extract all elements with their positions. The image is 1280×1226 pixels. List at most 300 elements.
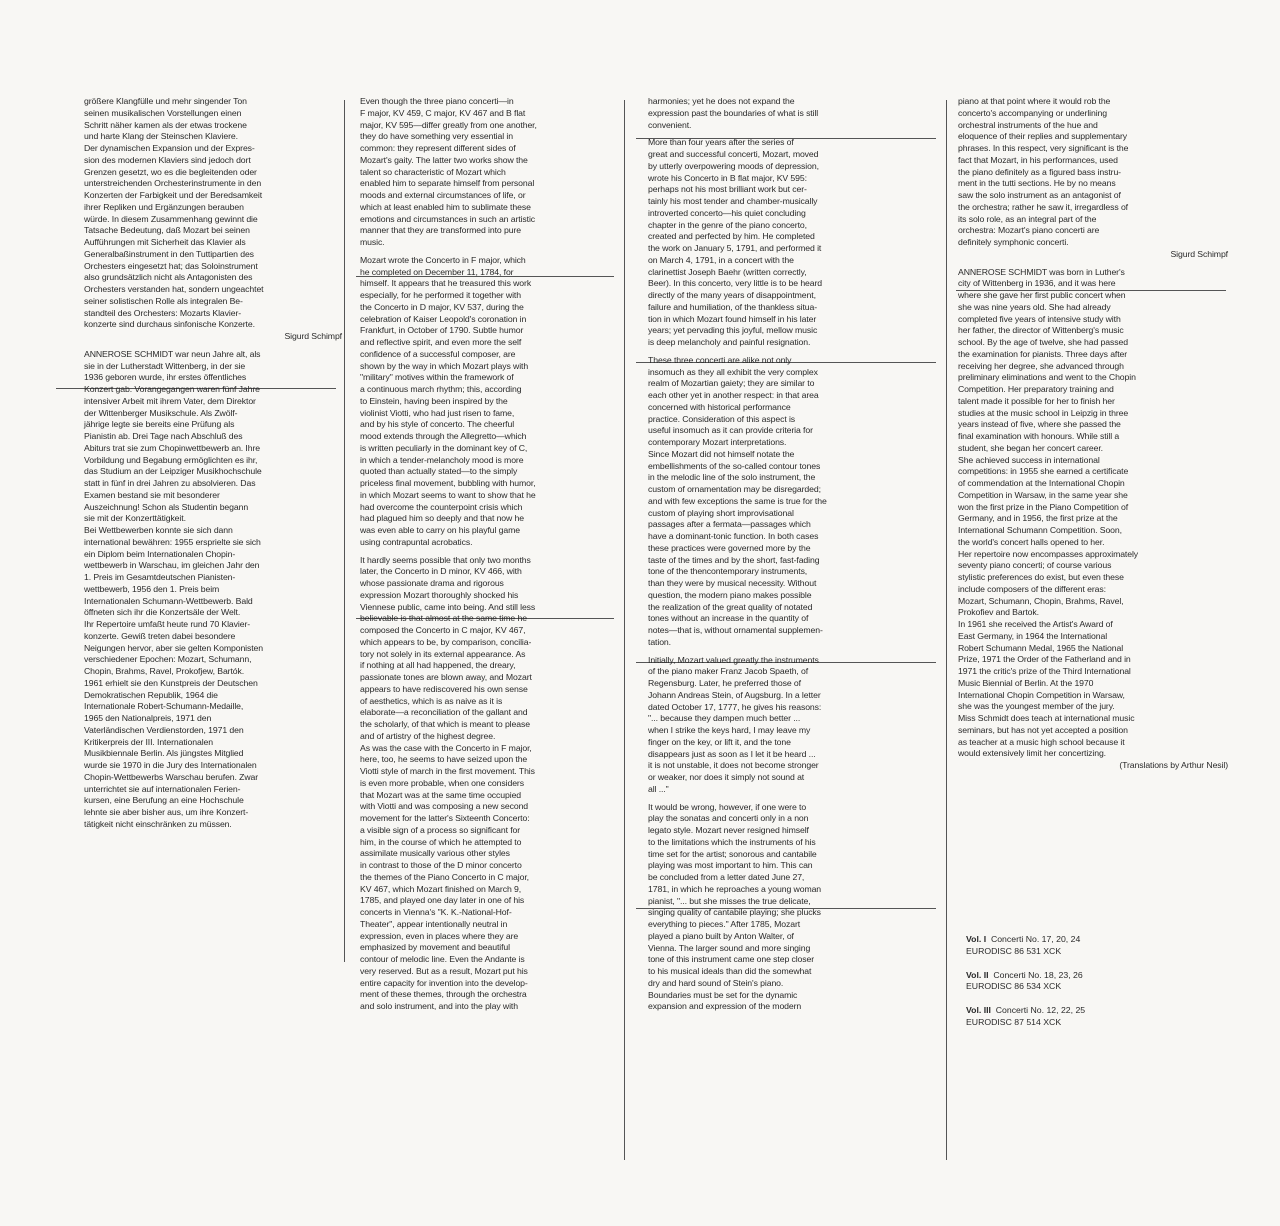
text-line: piano at that point where it would rob the <box>958 96 1111 106</box>
volume-concerti: Concerti No. 18, 23, 26 <box>993 969 1083 980</box>
column-2 <box>360 96 622 1019</box>
text-line: In 1961 she received the Artist's Award of <box>958 619 1113 629</box>
text-line: Frankfurt, in October of 1790. Subtle humor <box>360 325 524 336</box>
text-line: enabled him to separate himself from personal <box>360 178 535 189</box>
text-line: lehnte sie aber bisher aus, um ihre Konzert- <box>84 807 249 817</box>
text-line: would extensively limit her concertizing. <box>958 748 1106 759</box>
text-line: finger on the key, or lift it, and the tone <box>648 736 791 747</box>
text-line: as teacher at a music high school because it <box>958 736 1125 747</box>
text-line: Competition. Her preparatory training and <box>958 384 1114 394</box>
text-line: which appears to be, by comparison, concilia- <box>360 636 532 647</box>
text-line: Auszeichnung! Schon als Studentin begann <box>84 501 249 512</box>
volume-catalog: EURODISC 86 531 XCK <box>966 945 1062 956</box>
text-block <box>360 96 622 249</box>
text-line: sion des modernen Klaviers sind jedoch dort <box>84 154 251 165</box>
text-line: More than four years after the series of <box>648 137 794 148</box>
text-line: Robert Schumann Medal, 1965 the National <box>958 642 1124 653</box>
text-line: that Mozart was at the same time occupied <box>360 789 522 800</box>
text-line: mood extends through the Allegretto—which <box>360 431 527 441</box>
text-line: appears to have rediscovered his own sense <box>360 683 528 694</box>
text-line: expression past the boundaries of what is still <box>648 107 819 118</box>
text-line: have a dominant-tonic function. In both cases <box>648 531 819 541</box>
text-line: playing was most important to him. This can <box>648 860 813 871</box>
text-line: notes—that is, without ornamental supplemen- <box>648 625 823 635</box>
text-line: directly of the many years of disappointment, <box>648 290 816 300</box>
volume-label: Vol. II <box>966 969 989 980</box>
column-rule-2 <box>624 100 625 1160</box>
text-block <box>958 267 1228 772</box>
text-line: ANNEROSE SCHMIDT was born in Luther's <box>958 266 1125 277</box>
text-line: Prize, 1971 the Order of the Fatherland and in <box>958 654 1131 665</box>
text-line: statt in fünf in drei Jahren zu absolvieren. Das <box>84 478 256 488</box>
text-line: wettbewerb, 1956 den 1. Preis beim <box>84 583 220 594</box>
text-line: years instead of five, where she passed the <box>958 419 1121 430</box>
text-line: Orchesters verstanden hat, sondern ungeachtet <box>84 284 264 294</box>
text-line: common: they represent different sides of <box>360 143 516 153</box>
text-line: the Concerto in D major, KV 537, during the <box>360 301 524 312</box>
text-line: disappears just as soon as I let it be heard ... <box>648 748 816 759</box>
text-line: Even though the three piano concerti—in <box>360 96 514 106</box>
text-line: definitely symphonic concerti. <box>958 237 1069 247</box>
text-line: school. By the age of twelve, she had passed <box>958 337 1128 347</box>
text-line: its solo role, as an integral part of the <box>958 213 1097 224</box>
text-block <box>84 349 342 831</box>
text-line: completed five years of intensive study with <box>958 313 1121 324</box>
text-line: konzerte sind durchaus sinfonische Konzerte. <box>84 319 255 330</box>
text-line: great and successful concerti, Mozart, moved <box>648 149 819 159</box>
text-line: composed the Concerto in C major, KV 467, <box>360 625 526 635</box>
text-line: Music Biennial of Berlin. At the 1970 <box>958 677 1094 688</box>
text-line: violinist Viotti, who had just risen to fame, <box>360 407 515 418</box>
text-line: convenient. <box>648 119 692 130</box>
text-line: Theater", appear intentionally neutral in <box>360 918 508 929</box>
text-line: Grenzen gesetzt, wo es die begleitenden oder <box>84 166 257 177</box>
text-line: elaborate—a reconciliation of the gallant and <box>360 707 528 718</box>
signature: (Translations by Arthur Nesil) <box>1119 760 1228 770</box>
text-line: to his musical ideals than did the somewhat <box>648 966 812 976</box>
text-line: tones without an increase in the quantity of <box>648 613 809 624</box>
text-line: include composers of the different eras: <box>958 583 1106 594</box>
text-line: he completed on December 11, 1784, for <box>360 266 514 277</box>
text-line: here, too, he seems to have seized upon the <box>360 754 528 765</box>
text-line: each other yet in another respect: in that area <box>648 390 819 400</box>
text-line: ment of these themes, through the orchestra <box>360 989 527 1000</box>
text-line: passionate tones are blown away, and Mozart <box>360 672 532 682</box>
text-line: Since Mozart did not himself notate the <box>648 448 795 459</box>
text-line: a visible sign of a process so significant for <box>360 824 521 835</box>
text-line: insomuch as they all exhibit the very complex <box>648 366 818 377</box>
text-line: ANNEROSE SCHMIDT war neun Jahre alt, als <box>84 348 261 359</box>
text-line: 1965 den Nationalpreis, 1971 den <box>84 713 212 723</box>
text-line: contour of melodic line. Even the Andante is <box>360 954 525 964</box>
text-line: useful insomuch as it can provide criteria for <box>648 425 813 436</box>
text-line: moods and external circumstances of life, or <box>360 190 526 200</box>
text-line: Germany, and in 1956, the first prize at the <box>958 513 1118 524</box>
text-line: ihrer Repliken und Ergänzungen berauben <box>84 201 244 212</box>
text-line: realm of Mozartian gaiety; they are similar to <box>648 378 815 389</box>
text-line: talent made it possible for her to finish her <box>958 395 1115 406</box>
text-line: unterrichtet sie auf internationalen Ferien- <box>84 783 241 794</box>
text-line: saw the solo instrument as an antagonist of <box>958 190 1121 200</box>
text-line: the examination for pianists. Three days after <box>958 348 1128 359</box>
text-line: play the sonatas and concerti only in a non <box>648 813 809 824</box>
text-line: also grundsätzlich nicht als Antagonisten des <box>84 272 253 283</box>
column-3 <box>648 96 940 1019</box>
text-line: 1781, in which he reproaches a young woman <box>648 883 822 894</box>
text-line: Bei Wettbewerben konnte sie sich dann <box>84 525 233 535</box>
text-line: is deep melancholy and painful resignation. <box>648 337 811 347</box>
text-line: tation. <box>648 636 671 647</box>
column-rule-1 <box>344 100 345 962</box>
text-line: played a piano built by Anton Walter, of <box>648 930 794 941</box>
text-line: taste of the times and by the short, fast-fading <box>648 554 820 565</box>
text-line: if nothing at all had happened, the dreary, <box>360 660 516 671</box>
text-line: seinen musikalischen Vorstellungen einen <box>84 107 242 118</box>
text-line: konzerte. Gewiß treten dabei besondere <box>84 630 236 641</box>
text-block <box>648 802 940 1014</box>
text-line: practice. Consideration of this aspect is <box>648 413 796 424</box>
text-line: She achieved success in international <box>958 454 1100 465</box>
text-line: Mozart wrote the Concerto in F major, which <box>360 254 526 265</box>
text-line: city of Wittenberg in 1936, and it was here <box>958 278 1116 289</box>
text-line: the piano definitely as a figured bass instru- <box>958 166 1121 177</box>
text-line: International Chopin Competition in Warsaw, <box>958 689 1125 700</box>
text-line: Internationale Robert-Schumann-Medaille, <box>84 701 244 712</box>
column-4 <box>958 96 1228 778</box>
text-line: 1785, and played one day later in one of his <box>360 895 525 906</box>
text-line: Viennese public, came into being. And still less <box>360 601 536 612</box>
text-line: singing quality of cantabile playing; she plucks <box>648 907 821 918</box>
text-line: Initially, Mozart valued greatly the instruments <box>648 654 819 665</box>
text-line: kursen, eine Berufung an eine Hochschule <box>84 795 244 806</box>
text-line: created and perfected by him. He completed <box>648 231 815 242</box>
text-line: seiner solistischen Rolle als integralen Be- <box>84 295 243 306</box>
text-line: Aufführungen mit Sicherheit das Klavier als <box>84 237 246 247</box>
text-line: had plagued him so deeply and that now he <box>360 513 524 524</box>
text-line: Beer). In this concerto, very little is to be heard <box>648 278 823 289</box>
text-line: the scholarly, of that which is meant to please <box>360 719 530 729</box>
text-line: Internationalen Schumann-Wettbewerb. Bald <box>84 595 253 606</box>
text-line: harmonies; yet he does not expand the <box>648 96 795 106</box>
text-line: receiving her degree, she advanced through <box>958 360 1124 371</box>
text-line: than they were by musical necessity. Without <box>648 578 817 588</box>
volume-entry <box>966 1005 1085 1029</box>
text-line: und harte Klang der Steinschen Klaviere. <box>84 131 238 142</box>
text-line: of aesthetics, which is as naive as it is <box>360 695 503 706</box>
text-line: Vorbildung und Begabung ermöglichten es ihr, <box>84 454 258 465</box>
text-line: custom of ornamentation may be disregarded; <box>648 484 821 494</box>
text-block <box>360 255 622 549</box>
text-line: of commendation at the International Chopin <box>958 478 1125 488</box>
text-line: wurde sie 1970 in die Jury des Internationalen <box>84 760 257 770</box>
text-block <box>648 137 940 349</box>
text-line: to the limitations which the instruments of his <box>648 836 816 847</box>
text-line: Abiturs trat sie zum Chopinwettbewerb an. Ihre <box>84 442 260 453</box>
text-line: or weaker, nor does it simply not sound at <box>648 772 805 782</box>
text-line: be concluded from a letter dated June 27, <box>648 872 805 882</box>
text-line: Her repertoire now encompasses approximately <box>958 548 1139 559</box>
text-line: concerto's accompanying or underlining <box>958 107 1108 118</box>
text-line: "... because they dampen much better ... <box>648 713 801 724</box>
text-line: she was nine years old. She had already <box>958 301 1111 312</box>
text-line: Viotti style of march in the first movement. This <box>360 766 535 776</box>
text-line: of the piano maker Franz Jacob Spaeth, of <box>648 666 809 677</box>
text-line: wrote his Concerto in B flat major, KV 595: <box>648 172 807 183</box>
text-line: in which a tender-melancholy mood is more <box>360 454 524 465</box>
text-line: der Wittenberger Musikschule. Als Zwölf- <box>84 407 238 418</box>
volume-concerti: Concerti No. 17, 20, 24 <box>990 934 1081 944</box>
text-line: it is not unstable, it does not become stronger <box>648 760 819 771</box>
text-block <box>648 355 940 649</box>
text-line: East Germany, in 1964 the International <box>958 630 1108 641</box>
text-line: the realization of the great quality of notated <box>648 601 813 612</box>
text-line: final examination with honours. While still a <box>958 431 1120 441</box>
text-line: preliminary eliminations and went to the Chopin <box>958 372 1136 383</box>
text-line: by utterly overpowering moods of depression, <box>648 160 819 171</box>
text-line: especially, for he performed it together with <box>360 290 521 300</box>
volume-catalog: EURODISC 87 514 XCK <box>966 1016 1062 1027</box>
text-line: fact that Mozart, in his performances, used <box>958 154 1118 165</box>
text-line: is even more probable, when one considers <box>360 777 524 788</box>
text-block <box>958 96 1228 261</box>
text-line: passages after a fermata—passages which <box>648 519 811 530</box>
text-line: believable is that almost at the same time he <box>360 613 527 624</box>
text-line: Mozart, Schumann, Chopin, Brahms, Ravel, <box>958 595 1124 606</box>
text-line: question, the modern piano makes possible <box>648 589 812 600</box>
text-line: tory not solely in its external appearance. As <box>360 648 526 659</box>
text-line: das Studium an der Leipziger Musikhochschule <box>84 466 262 477</box>
text-line: intensiver Arbeit mit ihrem Vater, dem Direktor <box>84 395 256 406</box>
text-line: her father, the director of Wittenberg's music <box>958 325 1124 336</box>
text-line: won the first prize in the Piano Competition of <box>958 501 1129 512</box>
text-line: confidence of a successful composer, are <box>360 348 516 359</box>
text-line: failure and humiliation, of the thankless situa- <box>648 301 818 312</box>
text-line: phrases. In this respect, very significant is the <box>958 143 1129 153</box>
volume-catalog: EURODISC 86 534 XCK <box>966 981 1062 992</box>
text-line: and with few exceptions the same is true for the <box>648 495 827 506</box>
text-line: pianist, "... but she misses the true delicate, <box>648 895 811 906</box>
text-line: legato style. Mozart never resigned himself <box>648 825 809 835</box>
text-line: quoted than actually stated—to the simply <box>360 466 518 477</box>
text-line: with Viotti and was composing a new second <box>360 801 529 812</box>
volume-entry <box>966 934 1085 958</box>
text-line: Examen bestand sie mit besonderer <box>84 489 220 500</box>
text-line: the world's concert halls opened to her. <box>958 536 1105 547</box>
text-line: to Einstein, having been inspired by the <box>360 395 508 406</box>
column-rule-3 <box>946 100 947 1160</box>
text-line: everything to pieces." After 1785, Mozart <box>648 919 801 929</box>
text-line: and of artistry of the highest degree. <box>360 730 496 741</box>
text-line: tätigkeit nicht einschränken zu müssen. <box>84 818 232 829</box>
volume-entry <box>966 970 1085 994</box>
text-line: Chopin, Brahms, Ravel, Prokofjew, Bartók. <box>84 666 245 676</box>
text-line: celebration of Kaiser Leopold's coronation in <box>360 313 527 324</box>
text-block <box>84 96 342 343</box>
text-line: manner that they are transformed into pure <box>360 225 521 236</box>
text-line: himself. It appears that he treasured this work <box>360 278 532 289</box>
text-line: International Schumann Competition. Soon, <box>958 525 1122 535</box>
text-line: when I strike the keys hard, I may leave my <box>648 725 811 735</box>
text-line: emotions and circumstances in such an artistic <box>360 213 536 224</box>
text-line: using contrapuntal acrobatics. <box>360 536 473 547</box>
text-line: eloquence of their replies and supplementary <box>958 131 1127 142</box>
text-block <box>360 555 622 1013</box>
text-line: music. <box>360 237 385 247</box>
text-line: ment in the tutti sections. He by no means <box>958 178 1116 189</box>
text-line: Demokratischen Republik, 1964 die <box>84 689 218 700</box>
text-line: a continuous march rhythm; this, according <box>360 384 522 394</box>
text-line: the themes of the Piano Concerto in C major, <box>360 871 529 882</box>
text-line: Chopin-Wettbewerbs Warschau berufen. Zwar <box>84 771 259 782</box>
text-line: As was the case with the Concerto in F major, <box>360 742 532 753</box>
text-line: wettbewerb in Warschau, im gleichen Jahr den <box>84 560 260 571</box>
text-line: öffneten sich ihr die Konzertsäle der Welt. <box>84 607 241 618</box>
text-line: Kritikerpreis der III. Internationalen <box>84 736 213 747</box>
text-line: orchestra: Mozart's piano concerti are <box>958 225 1100 236</box>
text-line: KV 467, which Mozart finished on March 9, <box>360 883 522 894</box>
text-line: was even able to carry on his playful game <box>360 525 520 535</box>
text-line: dated October 17, 1777, he gives his reasons: <box>648 701 822 712</box>
volume-label: Vol. III <box>966 1005 991 1015</box>
text-line: she was the youngest member of the jury. <box>958 701 1115 712</box>
text-line: international bewähren: 1955 ersprielte sie sich <box>84 536 261 547</box>
text-line: introverted concerto—his quiet concluding <box>648 207 806 218</box>
text-line: entire capacity for invention into the develop- <box>360 977 528 988</box>
text-line: Neigungen hervor, aber sie gelten Komponisten <box>84 642 264 653</box>
text-line: emphasized by movement and beautiful <box>360 942 510 953</box>
text-line: custom of playing short improvisational <box>648 507 794 518</box>
text-line: ein Diplom beim Internationalen Chopin- <box>84 548 236 559</box>
text-line: clarinettist Joseph Baehr (written correctly, <box>648 266 807 277</box>
text-line: major, KV 595—differ greatly from one another, <box>360 119 537 130</box>
text-line: studies at the music school in Leipzig in three <box>958 407 1129 418</box>
text-line: 1. Preis im Gesamtdeutschen Pianisten- <box>84 572 236 582</box>
text-line: assimilate musically various other styles <box>360 848 510 859</box>
text-line: competitions: in 1955 she earned a certificate <box>958 466 1129 477</box>
text-line: Pianistin ab. Drei Tage nach Abschluß des <box>84 431 243 441</box>
text-line: expression Mozart thoroughly shocked his <box>360 589 519 600</box>
text-line: all ..." <box>648 783 669 794</box>
text-line: Competition in Warsaw, in the same year she <box>958 489 1128 500</box>
text-line: on March 4, 1791, in a concert with the <box>648 254 794 265</box>
text-line: the work on January 5, 1791, and performed it <box>648 243 822 253</box>
text-line: Mozart's gaity. The latter two works show the <box>360 154 528 165</box>
text-line: These three concerti are alike not only <box>648 354 792 365</box>
text-line: shown by the way in which Mozart plays with <box>360 360 529 371</box>
text-line: priceless final movement, bubbling with humor, <box>360 478 536 488</box>
text-line: chapter in the genre of the piano concerto, <box>648 219 807 230</box>
text-line: sie mit der Konzerttätigkeit. <box>84 513 186 524</box>
signature: Sigurd Schimpf <box>1170 248 1228 259</box>
text-line: tone of the thencontemporary instruments, <box>648 566 808 577</box>
text-line: movement for the latter's Sixteenth Concerto: <box>360 813 530 823</box>
text-line: It hardly seems possible that only two months <box>360 554 531 565</box>
text-line: perhaps not his most brilliant work but cer- <box>648 184 807 195</box>
text-line: It would be wrong, however, if one were to <box>648 801 807 812</box>
text-line: Konzerten der Farbigkeit und der Beredsamkeit <box>84 190 263 200</box>
text-line: the orchestra; rather he saw it, irregardless of <box>958 201 1128 212</box>
text-line: Konzert gab. Vorangegangen waren fünf Jahre <box>84 384 260 394</box>
text-line: tone of this instrument came one step closer <box>648 954 815 965</box>
text-line: in contrast to those of the D minor concerto <box>360 860 522 870</box>
text-line: Generalbaßinstrument in den Tuttipartien des <box>84 248 254 259</box>
text-line: years; yet pervading this joyful, mellow music <box>648 325 818 336</box>
text-line: expansion and expression of the modern <box>648 1001 802 1012</box>
signature: Sigurd Schimpf <box>284 331 342 341</box>
text-line: concerned with historical performance <box>648 401 791 412</box>
text-line: Musikbiennale Berlin. Als jüngstes Mitglied <box>84 748 244 759</box>
text-line: concerts in Vienna's "K. K.-National-Hof- <box>360 907 512 917</box>
text-line: "military" motives within the framework of <box>360 372 514 383</box>
text-line: würde. In diesem Zusammenhang gewinnt die <box>84 213 258 224</box>
text-block <box>648 655 940 796</box>
text-line: had overcome the counterpoint crisis which <box>360 501 523 512</box>
text-line: seventy piano concerti; of course various <box>958 560 1112 571</box>
text-line: stylistic preferences do exist, but even these <box>958 572 1124 582</box>
text-line: Orchesters eingesetzt hat; das Soloinstrument <box>84 260 258 271</box>
text-line: very reserved. But as a result, Mozart put his <box>360 965 528 976</box>
text-line: dry and hard sound of Stein's piano. <box>648 977 784 988</box>
text-line: größere Klangfülle und mehr singender Ton <box>84 96 247 106</box>
text-line: later, the Concerto in D minor, KV 466, with <box>360 566 522 577</box>
text-line: which at least enabled him to sublimate these <box>360 201 531 212</box>
text-line: 1971 the critic's prize of the Third International <box>958 666 1131 676</box>
text-line: and solo instrument, and into the play with <box>360 1001 518 1011</box>
text-line: tainly his most tender and chamber-musically <box>648 196 818 206</box>
text-line: standteil des Orchesters: Mozarts Klavier- <box>84 307 242 318</box>
text-line: Johann Andreas Stein, of Augsburg. In a letter <box>648 689 821 700</box>
column-1 <box>84 96 342 837</box>
text-line: talent so characteristic of Mozart which <box>360 166 506 177</box>
volume-list <box>966 934 1085 1041</box>
text-line: in which Mozart seems to want to show that he <box>360 489 536 500</box>
text-line: is written peculiarly in the dominant key of C, <box>360 442 528 453</box>
text-line: student, she began her concert career. <box>958 442 1103 453</box>
text-line: F major, KV 459, C major, KV 467 and B flat <box>360 107 526 118</box>
text-line: him, in the course of which he attempted to <box>360 836 522 847</box>
text-line: contemporary Mozart interpretations. <box>648 437 787 447</box>
text-line: and by his style of concerto. The cheerful <box>360 419 515 430</box>
text-line: in the melodic line of the solo instrument, the <box>648 472 816 483</box>
text-line: Der dynamischen Expansion und der Expres- <box>84 143 255 153</box>
text-line: these practices were governed more by the <box>648 542 811 553</box>
text-line: Prokofiev and Bartok. <box>958 607 1039 618</box>
text-line: unterstreichenden Orchesterinstrumente in den <box>84 178 262 189</box>
text-line: time set for the artist; sonorous and cantabile <box>648 848 817 859</box>
text-line: Schritt näher kamen als der etwas trockene <box>84 119 247 130</box>
text-line: Tatsache Bedeutung, daß Mozart bei seinen <box>84 225 250 236</box>
text-line: Regensburg. Later, he preferred those of <box>648 678 801 688</box>
text-line: expression, even in places where they are <box>360 930 519 941</box>
text-line: whose passionate drama and rigorous <box>360 578 504 588</box>
text-line: verschiedener Epochen: Mozart, Schumann, <box>84 654 252 665</box>
text-line: Vaterländischen Verdienstorden, 1971 den <box>84 724 244 735</box>
text-line: Ihr Repertoire umfaßt heute rund 70 Klavier- <box>84 619 251 629</box>
text-line: seminars, but has not yet accepted a position <box>958 724 1128 735</box>
text-line: Miss Schmidt does teach at international music <box>958 713 1135 723</box>
volume-label: Vol. I <box>966 934 987 944</box>
text-line: 1936 geboren wurde, ihr erstes öffentliches <box>84 372 247 383</box>
text-line: Vienna. The larger sound and more singing <box>648 942 811 953</box>
text-line: and reflective spirit, and even more the self <box>360 337 522 347</box>
text-line: 1961 erhielt sie den Kunstpreis der Deutschen <box>84 677 258 688</box>
text-line: they do have something very essential in <box>360 131 513 142</box>
text-line: embellishments of the so-called contour tones <box>648 460 821 471</box>
text-block <box>648 96 940 131</box>
text-line: sie in der Lutherstadt Wittenberg, in der sie <box>84 360 246 371</box>
volume-concerti: Concerti No. 12, 22, 25 <box>995 1005 1086 1015</box>
text-line: tion in which Mozart found himself in his later <box>648 313 817 324</box>
